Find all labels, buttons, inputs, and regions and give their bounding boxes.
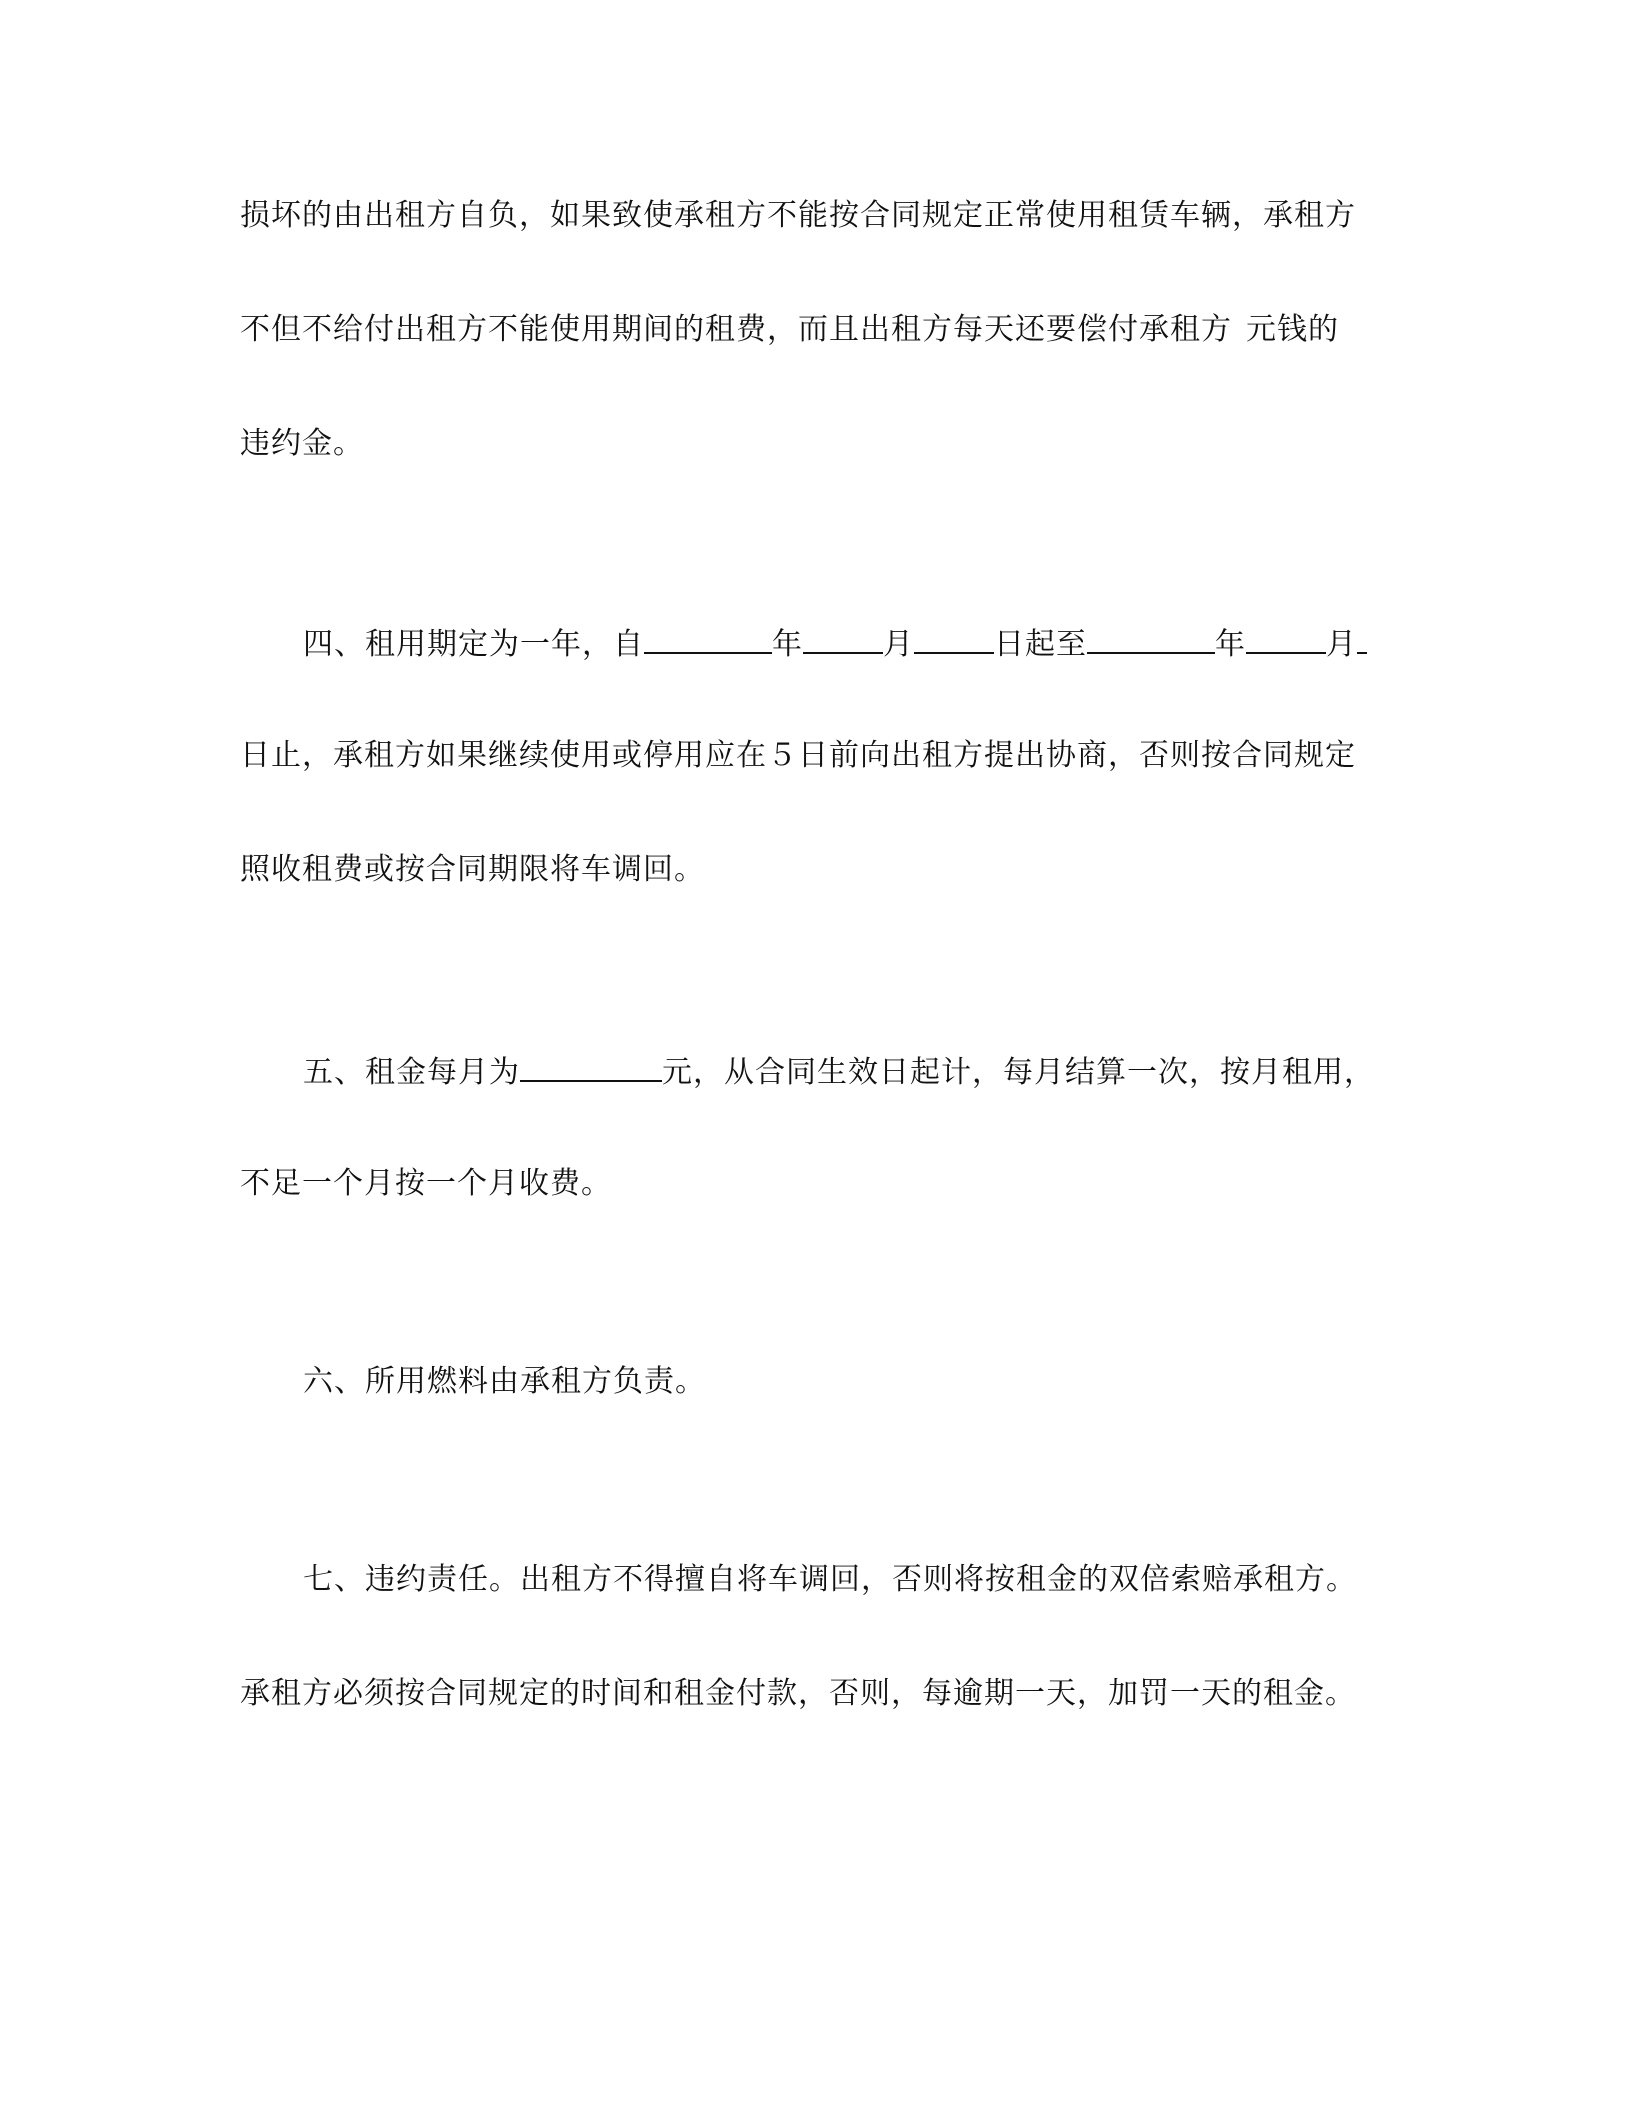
clause-3-line-3: 违约金。 bbox=[240, 426, 364, 461]
start-year-blank[interactable] bbox=[644, 622, 772, 654]
clause-5-line-2: 不足一个月按一个月收费。 bbox=[240, 1166, 612, 1201]
clause-5-rest: 元，从合同生效日起计，每月结算一次，按月租用， bbox=[662, 1055, 1375, 1090]
clause-4-intro: 四、租用期定为一年，自 bbox=[303, 627, 644, 662]
month-label-1: 月 bbox=[883, 627, 914, 662]
clause-4-line-2: 日止，承租方如果继续使用或停用应在５日前向出租方提出协商，否则按合同规定 bbox=[240, 738, 1356, 773]
clause-3-line-2-tail: 元钱的 bbox=[1246, 312, 1339, 347]
clause-6-line-1: 六、所用燃料由承租方负责。 bbox=[303, 1364, 706, 1399]
clause-7-line-2: 承租方必须按合同规定的时间和租金付款，否则，每逾期一天，加罚一天的租金。 bbox=[240, 1676, 1356, 1711]
end-month-blank[interactable] bbox=[1246, 622, 1326, 654]
clause-4-line-1 bbox=[303, 622, 1367, 665]
clause-4-line-3: 照收租费或按合同期限将车调回。 bbox=[240, 852, 705, 887]
start-day-blank[interactable] bbox=[914, 622, 994, 654]
clause-3-line-2 bbox=[240, 310, 1339, 350]
year-label-1: 年 bbox=[772, 627, 803, 662]
year-label-2: 年 bbox=[1215, 627, 1246, 662]
clause-5-intro: 五、租金每月为 bbox=[303, 1055, 520, 1090]
day-label-1: 日起至 bbox=[994, 627, 1087, 662]
end-year-blank[interactable] bbox=[1087, 622, 1215, 654]
clause-7-line-1: 七、违约责任。出租方不得擅自将车调回，否则将按租金的双倍索赔承租方。 bbox=[303, 1562, 1357, 1597]
clause-5-line-1 bbox=[303, 1050, 1375, 1093]
clause-3-line-2-text: 不但不给付出租方不能使用期间的租费，而且出租方每天还要偿付承租方 bbox=[240, 312, 1232, 347]
start-month-blank[interactable] bbox=[803, 622, 883, 654]
monthly-rent-blank[interactable] bbox=[520, 1050, 662, 1082]
clause-3-line-1: 损坏的由出租方自负，如果致使承租方不能按合同规定正常使用租赁车辆，承租方 bbox=[240, 198, 1356, 233]
month-label-2: 月 bbox=[1326, 627, 1357, 662]
end-day-blank[interactable] bbox=[1357, 622, 1367, 654]
